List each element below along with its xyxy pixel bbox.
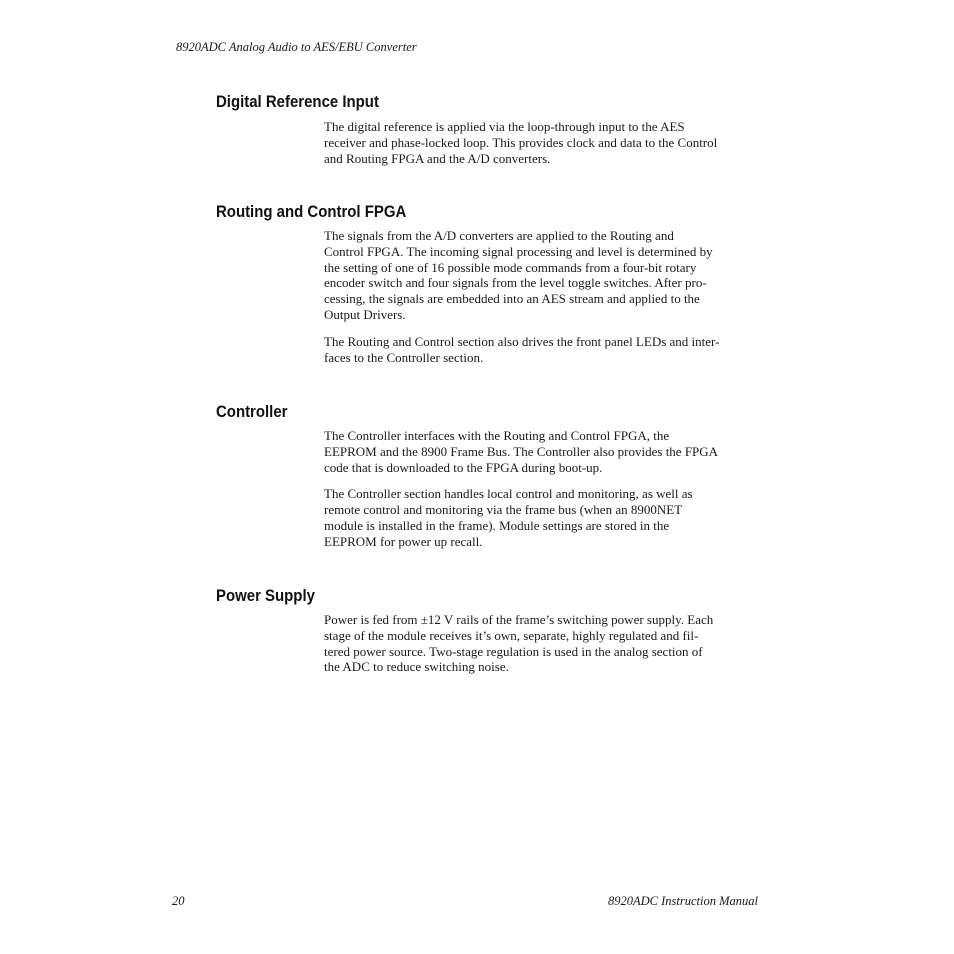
footer-manual-title: 8920ADC Instruction Manual [608, 894, 758, 908]
paragraph: The Routing and Control section also drives the front panel LEDs and inter- faces to the Controller section. [324, 333, 720, 365]
paragraph: Power is fed from ±12 V rails of the frame’s switching power supply. Each stage of the module receives it’s own, separate, highly regulated and fil- tered power source. Two-stage regulation is used in the analog section of the ADC to reduce switching noise. [324, 612, 714, 675]
section-body-digital-reference-input [324, 119, 764, 166]
paragraph: The Controller interfaces with the Routing and Control FPGA, the EEPROM and the 8900 Frame Bus. The Controller also provides the FPGA code that is downloaded to the FPGA during boot-up. [324, 428, 719, 475]
running-header: 8920ADC Analog Audio to AES/EBU Converter [176, 40, 417, 54]
page-number: 20 [172, 894, 185, 908]
section-title-digital-reference-input: Digital Reference Input [216, 92, 379, 111]
section-title-power-supply: Power Supply [216, 586, 315, 605]
section-body-power-supply [324, 612, 764, 675]
section-body-routing-and-control-fpga [324, 228, 764, 365]
paragraph: The digital reference is applied via the loop-through input to the AES receiver and phase-locked loop. This provides clock and data to the Control and Routing FPGA and the A/D converters. [324, 119, 718, 166]
section-title-routing-and-control-fpga: Routing and Control FPGA [216, 202, 407, 221]
paragraph: The Controller section handles local control and monitoring, as well as remote control and monitoring via the frame bus (when an 8900NET module is installed in the frame). Module settings are stored in the EEPROM for power up recall. [324, 486, 693, 549]
section-body-controller [324, 428, 764, 550]
paragraph: The signals from the A/D converters are applied to the Routing and Control FPGA. The incoming signal processing and level is determined by the setting of one of 16 possible mode commands from a four-bit rotary encoder switch and four signals from the level toggle switches. After pro- cessing, the signals are embedded into an AES stream and applied to the Output Drivers. [324, 228, 713, 322]
section-title-controller: Controller [216, 402, 288, 421]
